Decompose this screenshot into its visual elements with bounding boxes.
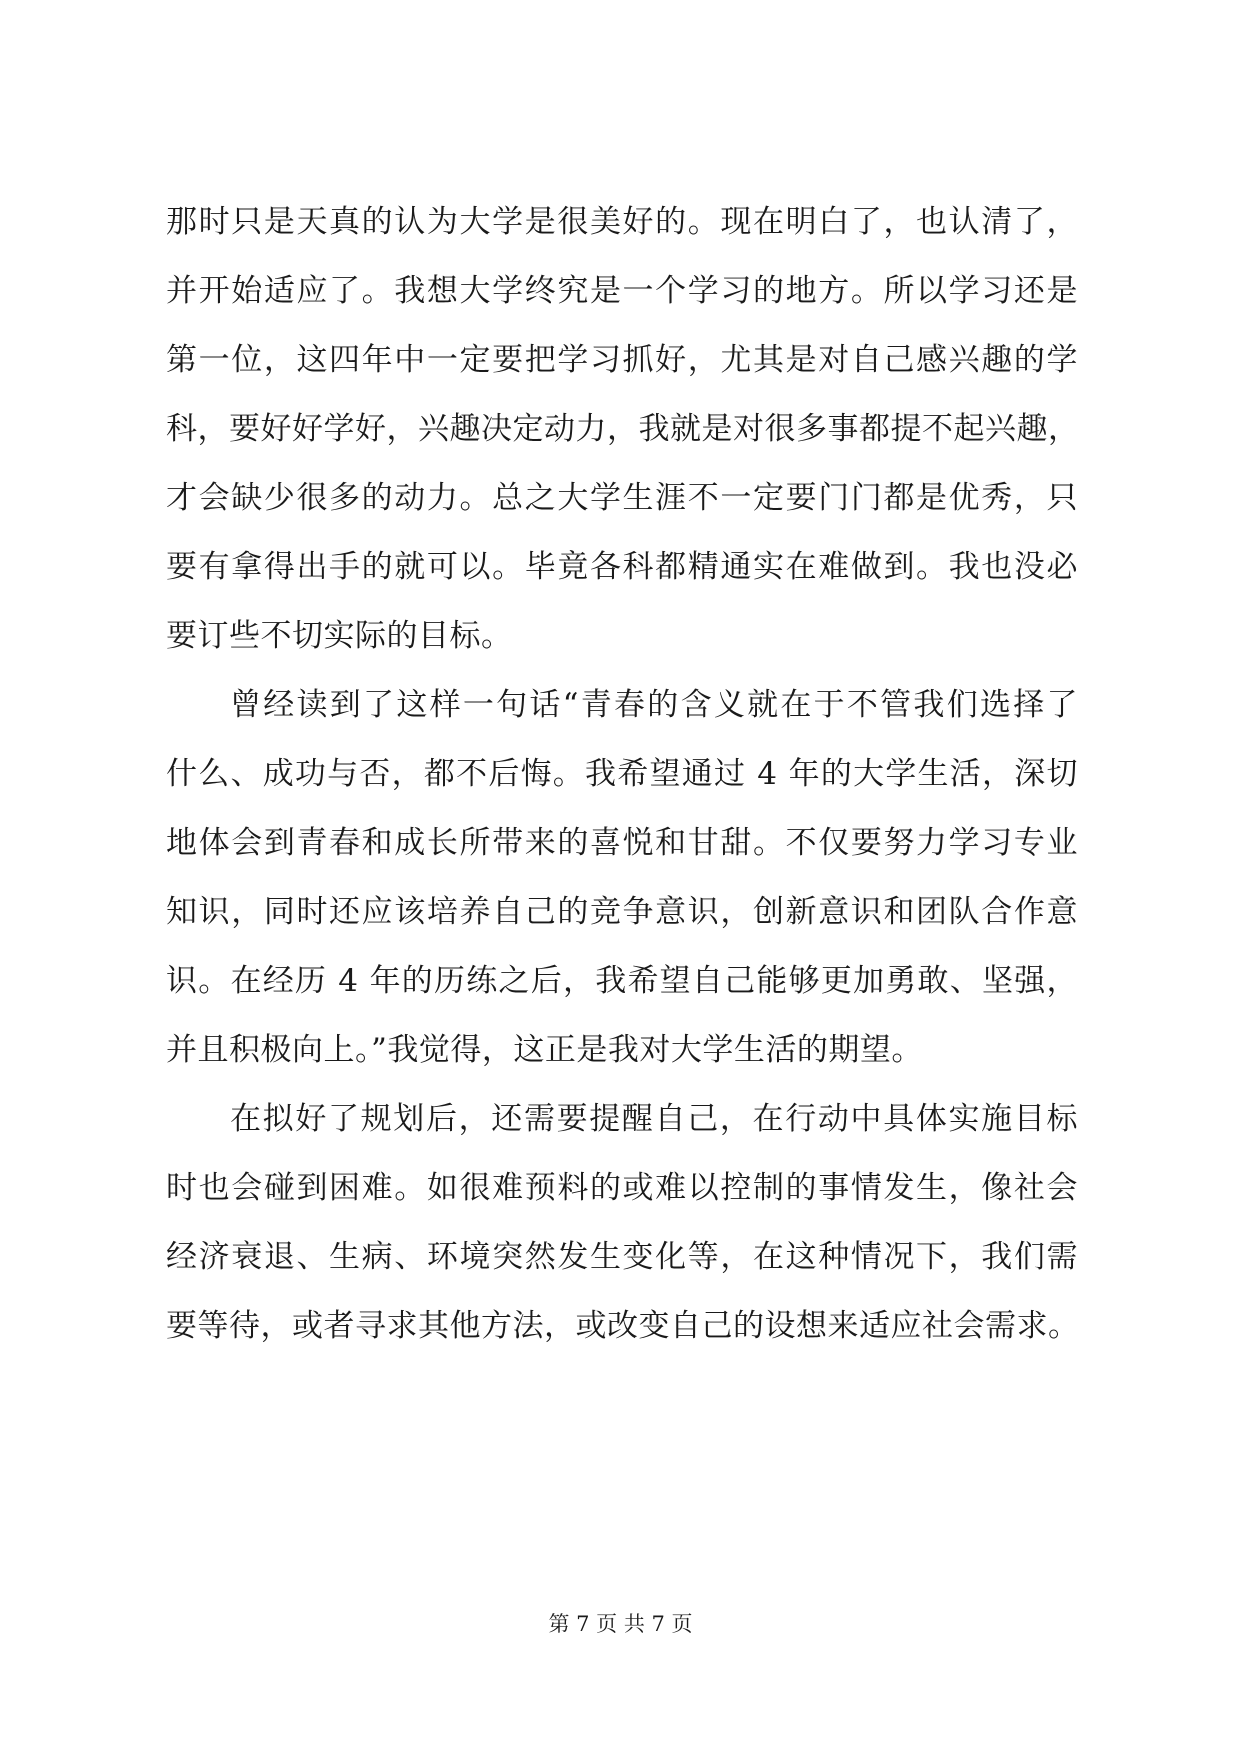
text-line: 才会缺少很多的动力。总之大学生涯不一定要门门都是优秀，只: [166, 480, 1078, 516]
text-line: 识。在经历 4 年的历练之后，我希望自己能够更加勇敢、坚强，: [166, 963, 1078, 999]
text-line: 那时只是天真的认为大学是很美好的。现在明白了，也认清了，: [166, 204, 1078, 240]
page-number-footer: 第 7 页 共 7 页: [548, 1612, 693, 1636]
text-line: 要有拿得出手的就可以。毕竟各科都精通实在难做到。我也没必: [166, 549, 1078, 585]
text-line: 要等待，或者寻求其他方法，或改变自己的设想来适应社会需求。: [166, 1308, 1080, 1344]
text-line: 知识，同时还应该培养自己的竞争意识，创新意识和团队合作意: [166, 894, 1078, 930]
text-line: 什么、成功与否，都不后悔。我希望通过 4 年的大学生活，深切: [166, 756, 1078, 792]
text-line: 时也会碰到困难。如很难预料的或难以控制的事情发生，像社会: [166, 1170, 1078, 1206]
text-line: 经济衰退、生病、环境突然发生变化等，在这种情况下，我们需: [166, 1239, 1078, 1275]
paragraph: [166, 202, 1078, 685]
text-line: 地体会到青春和成长所带来的喜悦和甘甜。不仅要努力学习专业: [166, 825, 1078, 861]
text-line: 曾经读到了这样一句话“青春的含义就在于不管我们选择了: [230, 687, 1078, 723]
text-line: 在拟好了规划后，还需要提醒自己，在行动中具体实施目标: [230, 1101, 1078, 1137]
text-line: 要订些不切实际的目标。: [166, 618, 513, 654]
text-line: 第一位，这四年中一定要把学习抓好，尤其是对自己感兴趣的学: [166, 342, 1078, 378]
document-body: [166, 202, 1078, 1375]
text-line: 科，要好好学好，兴趣决定动力，我就是对很多事都提不起兴趣，: [166, 411, 1080, 447]
text-line: 并开始适应了。我想大学终究是一个学习的地方。所以学习还是: [166, 273, 1078, 309]
paragraph: [166, 1099, 1078, 1375]
paragraph: [166, 685, 1078, 1099]
text-line: 并且积极向上。”我觉得，这正是我对大学生活的期望。: [166, 1032, 923, 1068]
